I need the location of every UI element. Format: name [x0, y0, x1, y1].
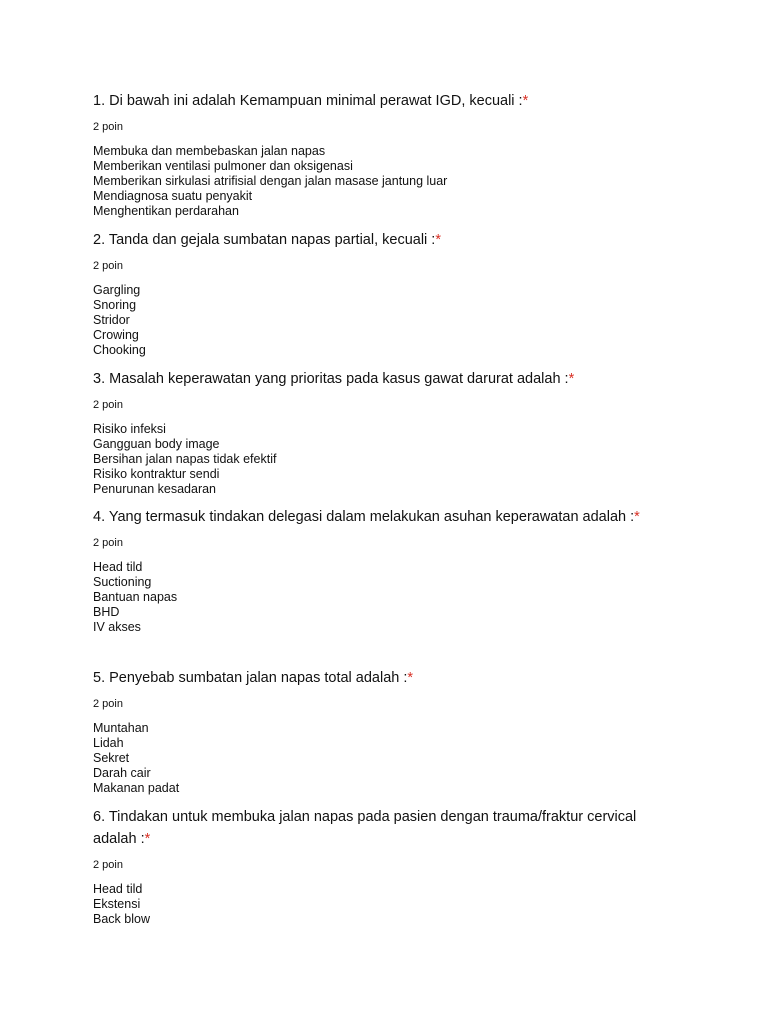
required-mark: * — [568, 371, 575, 387]
options-list — [93, 721, 653, 796]
options-list — [93, 882, 653, 927]
option: Stridor — [93, 313, 130, 327]
option: Risiko infeksi — [93, 422, 166, 436]
options-list — [93, 560, 653, 635]
question-points: 2 poin — [93, 698, 123, 710]
option: Crowing — [93, 328, 139, 342]
option: Darah cair — [93, 766, 151, 780]
question-title: 1. Di bawah ini adalah Kemampuan minimal perawat IGD, kecuali :* — [93, 93, 529, 109]
option: IV akses — [93, 620, 141, 634]
options-list — [93, 144, 653, 219]
option: Bersihan jalan napas tidak efektif — [93, 452, 277, 466]
options-list — [93, 422, 653, 497]
option: Mendiagnosa suatu penyakit — [93, 189, 253, 203]
option: Gargling — [93, 283, 141, 297]
options-list — [93, 283, 653, 358]
option: Head tild — [93, 882, 143, 896]
question-title: 5. Penyebab sumbatan jalan napas total adalah :* — [93, 670, 414, 686]
question-6 — [93, 806, 653, 943]
option: BHD — [93, 605, 120, 619]
option: Penurunan kesadaran — [93, 482, 217, 496]
option: Bantuan napas — [93, 590, 178, 604]
option: Gangguan body image — [93, 437, 220, 451]
question-5 — [93, 667, 653, 812]
question-title: 6. Tindakan untuk membuka jalan napas pada pasien dengan trauma/fraktur cervical adalah :* — [93, 809, 637, 847]
question-points: 2 poin — [93, 121, 123, 133]
option: Lidah — [93, 736, 124, 750]
question-points: 2 poin — [93, 859, 123, 871]
option: Muntahan — [93, 721, 149, 735]
option: Memberikan ventilasi pulmoner dan oksigenasi — [93, 159, 353, 173]
question-points: 2 poin — [93, 399, 123, 411]
question-points: 2 poin — [93, 260, 123, 272]
option: Membuka dan membebaskan jalan napas — [93, 144, 326, 158]
option: Memberikan sirkulasi atrifisial dengan jalan masase jantung luar — [93, 174, 448, 188]
option: Risiko kontraktur sendi — [93, 467, 220, 481]
required-mark: * — [407, 670, 414, 686]
option: Back blow — [93, 912, 150, 926]
required-mark: * — [435, 232, 441, 248]
option: Snoring — [93, 298, 137, 312]
required-mark: * — [522, 93, 529, 109]
option: Head tild — [93, 560, 143, 574]
question-1 — [93, 90, 653, 235]
required-mark: * — [144, 831, 151, 847]
option: Suctioning — [93, 575, 152, 589]
required-mark: * — [634, 509, 640, 525]
option: Menghentikan perdarahan — [93, 204, 239, 218]
question-points: 2 poin — [93, 537, 123, 549]
question-title: 4. Yang termasuk tindakan delegasi dalam melakukan asuhan keperawatan adalah :* — [93, 509, 640, 525]
option: Ekstensi — [93, 897, 141, 911]
question-2 — [93, 229, 653, 374]
question-title: 2. Tanda dan gejala sumbatan napas partial, kecuali :* — [93, 232, 441, 248]
question-4 — [93, 506, 653, 651]
option: Sekret — [93, 751, 130, 765]
question-title: 3. Masalah keperawatan yang prioritas pada kasus gawat darurat adalah :* — [93, 371, 575, 387]
option: Makanan padat — [93, 781, 180, 795]
question-3 — [93, 368, 653, 513]
option: Chooking — [93, 343, 146, 357]
